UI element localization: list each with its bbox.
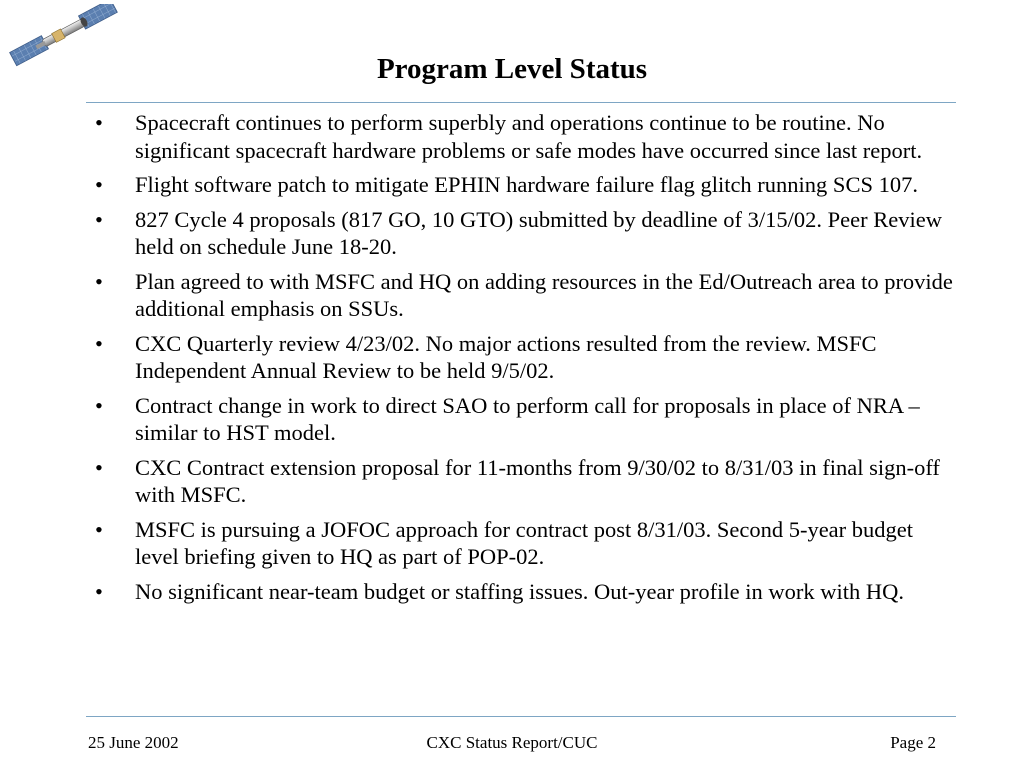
bullet-text: CXC Quarterly review 4/23/02. No major actions resulted from the review. MSFC Independent Annual Review to be held 9/5/02. (135, 330, 877, 383)
footer-page-number: Page 2 (890, 733, 936, 752)
bullet-item (94, 268, 954, 323)
bullet-icon: • (95, 206, 103, 232)
bullet-item (94, 578, 954, 606)
bullet-icon: • (95, 268, 103, 294)
bullet-text: No significant near-team budget or staffing issues. Out-year profile in work with HQ. (135, 578, 904, 604)
footer-divider (86, 716, 956, 717)
bullet-item (94, 206, 954, 261)
bullet-text: CXC Contract extension proposal for 11-months from 9/30/02 to 8/31/03 in final sign-off with MSFC. (135, 454, 940, 507)
bullet-item (94, 392, 954, 447)
bullet-icon: • (95, 172, 103, 197)
bullet-text: Spacecraft continues to perform superbly and operations continue to be routine. No significant spacecraft hardware problems or safe modes have occurred since last report. (135, 110, 923, 163)
bullet-item (94, 109, 954, 164)
bullet-icon: • (95, 454, 103, 480)
bullet-icon: • (95, 110, 103, 135)
footer-report-name: CXC Status Report/CUC (426, 733, 598, 752)
slide-title: Program Level Status (376, 53, 648, 85)
bullet-item (94, 516, 954, 571)
bullet-text: Flight software patch to mitigate EPHIN hardware failure flag glitch running SCS 107. (135, 172, 918, 197)
bullet-item (94, 454, 954, 509)
bullet-item (94, 171, 954, 199)
title-divider (86, 102, 956, 103)
bullet-icon: • (95, 330, 103, 356)
bullet-text: 827 Cycle 4 proposals (817 GO, 10 GTO) submitted by deadline of 3/15/02. Peer Review held on schedule June 18-20. (135, 206, 942, 259)
bullet-item (94, 330, 954, 385)
footer-date: 25 June 2002 (88, 733, 179, 752)
bullet-icon: • (95, 578, 103, 604)
bullet-text: MSFC is pursuing a JOFOC approach for contract post 8/31/03. Second 5-year budget level briefing given to HQ as part of POP-02. (135, 516, 914, 569)
bullet-icon: • (95, 392, 103, 418)
bullet-icon: • (95, 516, 103, 542)
bullet-text: Contract change in work to direct SAO to perform call for proposals in place of NRA – similar to HST model. (135, 392, 920, 445)
bullet-text: Plan agreed to with MSFC and HQ on adding resources in the Ed/Outreach area to provide additional emphasis on SSUs. (135, 268, 953, 321)
bullet-list (94, 109, 954, 612)
